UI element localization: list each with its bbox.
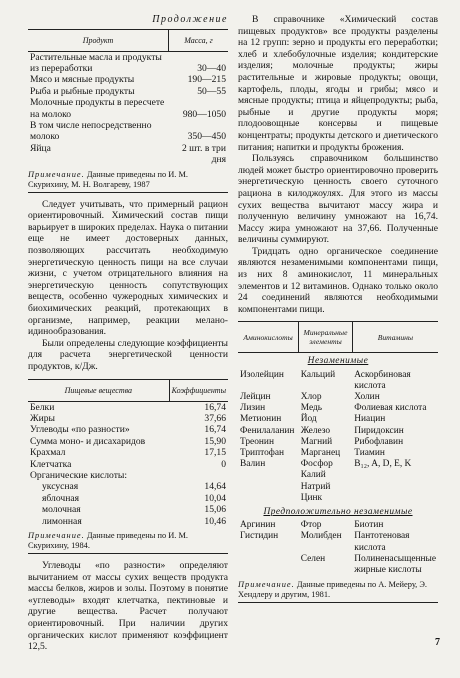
vitamin-cell: Полиненасыщенные жирные кислоты [354,553,436,576]
energy-coefficient-table [28,379,228,527]
coefficient-cell: 37,66 [204,412,226,424]
product-name-cell: В том числе непосредственно молоко [30,120,152,143]
vitamin-cell: Холин [354,392,380,403]
table-row [28,470,228,481]
substance-cell: уксусная [42,481,79,493]
mineral-cell: Медь [300,403,323,414]
amino-acid-cell: Лизин [240,403,266,414]
table3-header-vitamins: Витамины [352,322,438,353]
mass-cell: 50—55 [197,85,226,97]
table2-header-coef: Коэффициенты [169,379,228,401]
table-row [28,504,228,515]
table-row [28,459,228,470]
vitamin-cell [352,482,438,493]
substance-cell: Жиры [30,412,55,424]
vitamin-cell [352,493,438,504]
mineral-cell: Марганец [300,448,341,459]
coefficient-cell: 17,15 [204,447,226,459]
product-name-cell: Растительные масла и продукты из переработки [30,51,162,74]
product-name-cell: Мясо и мясные продукты [30,74,135,86]
right-column [238,14,438,603]
vitamin-cell: Рибофлавин [354,436,404,447]
mineral-cell: Фтор [300,520,322,531]
table-row [238,554,438,576]
paragraph: Тридцать одно органическое соединение являются незаменимыми компонентами пищи, из них 8 аминокислот, 11 минеральных элементов и 12 витаминов. Однако только около 24 соединений являются необходимыми компонентами пищи. [238,245,438,315]
coefficient-cell: 0 [221,458,226,470]
amino-acid-cell [238,470,299,481]
table-row [28,436,228,447]
page-number: 7 [435,637,440,648]
table3-header-amino: Аминокислоты [243,332,293,342]
product-name-cell: Яйца [30,142,51,154]
substance-cell: Органические кислоты: [30,470,128,481]
amino-acid-cell: Метионин [240,414,282,425]
table1-note [28,170,228,193]
table-row [238,482,438,493]
table-row [28,413,228,424]
table2-note [28,531,228,554]
substance-cell: Белки [30,401,55,413]
vitamin-cell: Биотин [354,520,384,531]
coefficient-cell: 15,90 [204,435,226,447]
continuation-label: Продолжение [152,14,228,25]
vitamin-cell: Пантотеновая кислота [354,531,410,553]
coefficient-cell: 16,74 [204,401,226,413]
table-row [28,74,228,85]
table2-header-substance: Пищевые вещества [64,385,133,395]
paragraph: Следует учитывать, что примерный рацион ориентировочный. Химический состав пищи варьирует в широких пределах. Наука о питании еще не имеет достоверных данных, позволяющих рассчитать необходимую энергетическую ценность пищи на все случаи жизни, с учетом отрицательного влияния на энергетическую ценность сопутствующих веществ, особенно чужеродных химических и биохимических реакций, протекающих в организме, например, реакции меланоидинообразования. [28,198,228,338]
amino-acid-cell: Валин [240,459,266,470]
paragraph: Пользуясь справочником большинство людей может быстро ориентировочно проверить энергетическую ценность своего суточного рациона в килоджоулях. Для этого из массы сухих вещества вычитают массу жира и полученную величину умножают на 16,74. Массу жира умножают на 37,66. Полученные величины суммируют. [238,153,438,246]
table-row [28,143,228,166]
amino-acid-cell: Лейцин [240,392,271,403]
table-row [238,392,438,403]
note-label: Примечание. [238,580,295,590]
table-row [238,531,438,553]
vitamin-cell [352,470,438,481]
coefficient-cell [169,470,228,481]
note-text: Данные приведены по И. М. Скурихину, М. Н. Волгареву, 1987 [28,169,189,189]
table-row [238,414,438,425]
mineral-cell: Магний [300,436,333,447]
paragraph: Углеводы «по разности» определяют вычитанием от массы сухих веществ продукта массы белков, жиров и золы. Поэтому в понятие «углеводы» входят клетчатка, пектиновые и другие вещества. Расчет получают ориентировочный. При наличии других органических кислот применяют коэффициент 12,5. [28,560,228,653]
mass-cell: 30—40 [197,63,226,74]
table-row [28,447,228,458]
vitamin-cell: Ниацин [354,414,386,425]
amino-acid-cell [238,554,299,576]
amino-acid-cell: Изолейцин [240,369,284,380]
table3-note [238,580,438,603]
table-row [28,516,228,527]
substance-cell: Крахмал [30,447,66,459]
table-section-row [238,353,438,370]
table-row [238,370,438,392]
amino-acid-cell [238,493,299,504]
mineral-cell: Молибден [300,531,342,542]
mineral-cell: Натрий [300,481,331,492]
amino-acid-cell: Триптофан [240,448,285,459]
coefficient-cell: 14,64 [204,481,226,493]
note-label: Примечание. [28,169,85,179]
table-row [238,493,438,504]
mineral-cell: Цинк [300,492,323,503]
mass-cell: 350—450 [187,131,226,143]
mass-cell: 190—215 [187,74,226,86]
substance-cell: яблочная [42,492,80,504]
amino-acid-cell [238,482,299,493]
table-row [28,424,228,435]
vitamin-cell: Фолиевая кислота [354,403,427,414]
substance-cell: лимонная [42,515,82,527]
table-row [28,97,228,120]
mineral-cell: Фосфор [300,459,333,470]
note-label: Примечание. [28,531,85,541]
product-name-cell: Рыба и рыбные продукты [30,85,135,97]
mass-cell: 2 шт. в три дня [181,142,226,166]
substance-cell: Углеводы «по разности» [30,424,130,436]
mineral-cell: Кальций [300,369,336,380]
vitamin-cell: Пиридоксин [354,425,404,436]
mineral-cell: Йод [300,414,317,425]
note-text: Данные приведены по И. М. Скурихину, 1984. [28,531,189,551]
amino-acid-cell: Гистидин [240,531,279,542]
table3-header-minerals: Минеральные элементы [299,322,353,353]
essential-nutrients-table [238,321,438,576]
table-row [238,470,438,481]
table-row [238,520,438,531]
coefficient-cell: 16,74 [204,424,226,436]
table-row [238,448,438,459]
paragraph: В справочнике «Химический состав пищевых продуктов» все продукты разделены на 12 групп: зерно и продукты его переработки; хлеб и хлебобулочные изделия; кондитерские изделия; молочные продукты; жиры растительные и жировые продукты; овощи, картофель, плоды, ягоды и грибы; мясо и мясные продукты; птица и яйцепродукты; рыба, рыбные и другие продукты моря; плодоовощные консервы и пищевые концентраты; продукты детского и диетического питания; напитки и продукты брожения. [238,14,438,153]
mineral-cell: Хлор [300,392,322,403]
mineral-cell: Железо [300,425,331,436]
table-row [28,51,228,74]
mass-cell: 980—1050 [182,108,226,120]
vitamin-cell: B₁₂, A, D, E, K [354,459,412,470]
note-text: Данные приведены по А. Мейеру, Э. Хендлеру и другим, 1981. [238,580,427,600]
mineral-cell: Калий [300,470,326,481]
left-column [28,14,228,653]
table1-header-mass: Масса, г [169,29,229,51]
product-mass-table [28,29,228,166]
table-row [238,426,438,437]
paragraph: Были определены следующие коэффициенты для расчета энергетической ценности продуктов, к/Дж. [28,337,228,372]
substance-cell: молочная [42,504,81,516]
table1-header-product: Продукт [82,35,114,45]
substance-cell: Клетчатка [30,458,72,470]
vitamin-cell: Аскорбиновая кислота [354,369,411,391]
table-row [238,437,438,448]
product-name-cell: Молочные продукты в пересчете на молоко [30,97,165,120]
vitamin-cell: Тиамин [354,448,385,459]
table-row [28,120,228,143]
section-heading: Предположительно незаменимые [263,507,413,518]
coefficient-cell: 10,46 [204,515,226,527]
table-row [28,86,228,97]
table-row [238,459,438,470]
amino-acid-cell: Фенилаланин [240,425,295,436]
table-row [238,403,438,414]
coefficient-cell: 10,04 [204,492,226,504]
table-section-row [238,504,438,520]
table-row [28,481,228,492]
amino-acid-cell: Аргинин [240,520,276,531]
table-row [28,401,228,413]
coefficient-cell: 15,06 [204,504,226,516]
amino-acid-cell: Треонин [240,436,274,447]
substance-cell: Сумма моно- и дисахаридов [30,435,146,447]
section-heading: Незаменимые [307,356,369,367]
table-row [28,493,228,504]
mineral-cell: Селен [300,553,326,564]
